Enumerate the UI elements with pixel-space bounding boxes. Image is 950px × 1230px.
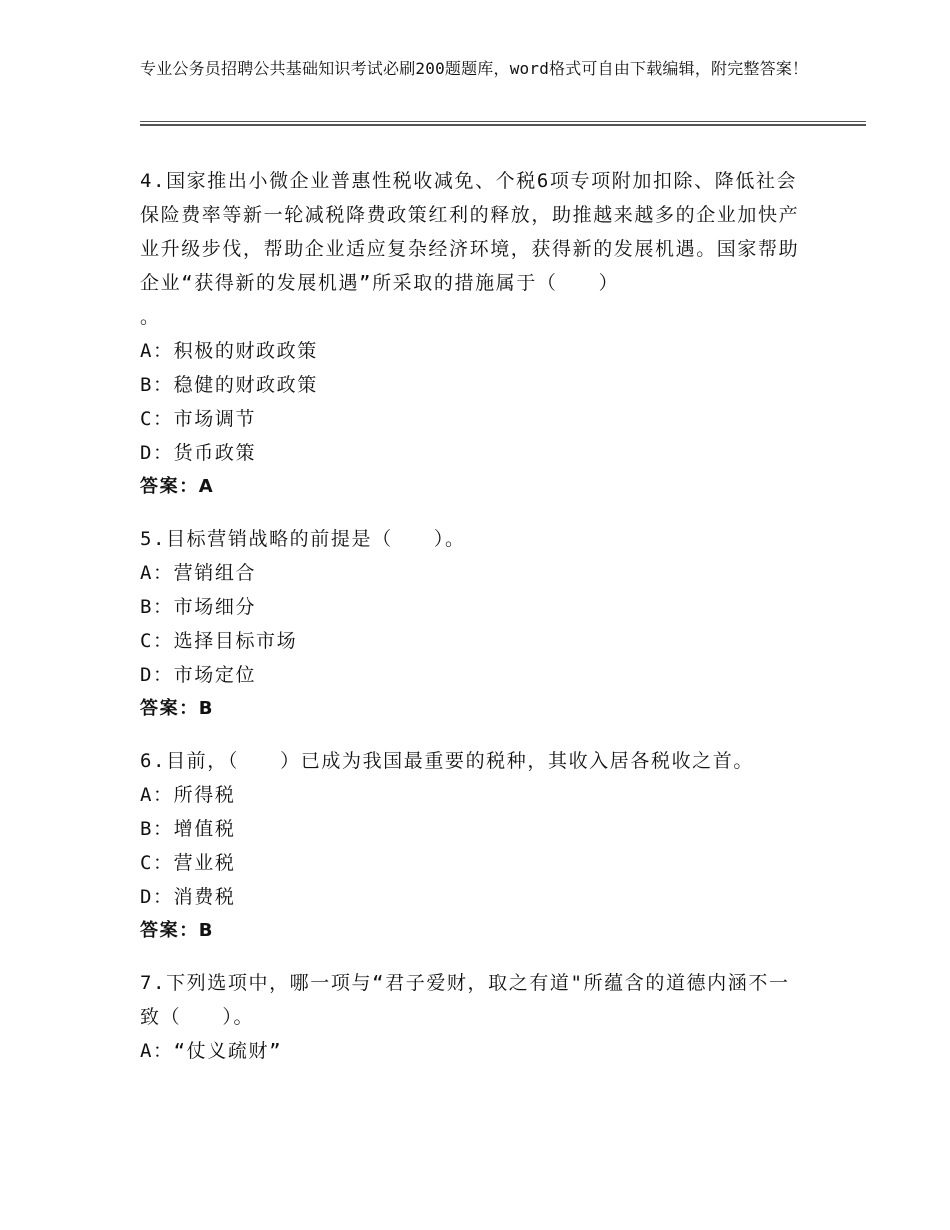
question-text: 6.目前，（ ）已成为我国最重要的税种，其收入居各税收之首。 [140, 750, 754, 772]
question-text: 4.国家推出小微企业普惠性税收减免、个税6项专项附加扣除、降低社会保险费率等新一轮减税降费政策红利的释放，助推越来越多的企业加快产业升级步伐，帮助企业适应复杂经济环境，获得新的发展机遇。国家帮助企业“获得新的发展机遇”所采取的措施属于（ ） [140, 170, 800, 294]
question-7 [140, 966, 800, 1068]
document-header: 专业公务员招聘公共基础知识考试必刷200题题库，word格式可自由下载编辑，附完整答案！ [140, 59, 809, 78]
option-b: B：增值税 [140, 818, 236, 840]
header-divider-thin [140, 121, 866, 122]
option-a: A：营销组合 [140, 562, 257, 584]
question-list [140, 164, 800, 1086]
question-trailing-punctuation: 。 [140, 306, 160, 328]
option-a: A：积极的财政政策 [140, 340, 318, 362]
option-c: C：营业税 [140, 852, 236, 874]
option-a: A：“仗义疏财” [140, 1040, 283, 1062]
option-b: B：市场细分 [140, 596, 257, 618]
question-text: 5.目标营销战略的前提是（ ）。 [140, 528, 466, 550]
option-a: A：所得税 [140, 784, 236, 806]
option-d: D：货币政策 [140, 442, 257, 464]
option-d: D：市场定位 [140, 664, 257, 686]
question-5 [140, 522, 800, 726]
question-4 [140, 164, 800, 504]
option-d: D：消费税 [140, 886, 236, 908]
option-b: B：稳健的财政政策 [140, 374, 318, 396]
answer-label: 答案：A [140, 476, 215, 497]
option-c: C：市场调节 [140, 408, 257, 430]
answer-label: 答案：B [140, 698, 215, 719]
header-divider-thick [140, 124, 866, 126]
option-c: C：选择目标市场 [140, 630, 298, 652]
question-text: 7.下列选项中，哪一项与“君子爱财，取之有道"所蕴含的道德内涵不一致（ ）。 [140, 972, 790, 1028]
question-6 [140, 744, 800, 948]
answer-label: 答案：B [140, 920, 215, 941]
